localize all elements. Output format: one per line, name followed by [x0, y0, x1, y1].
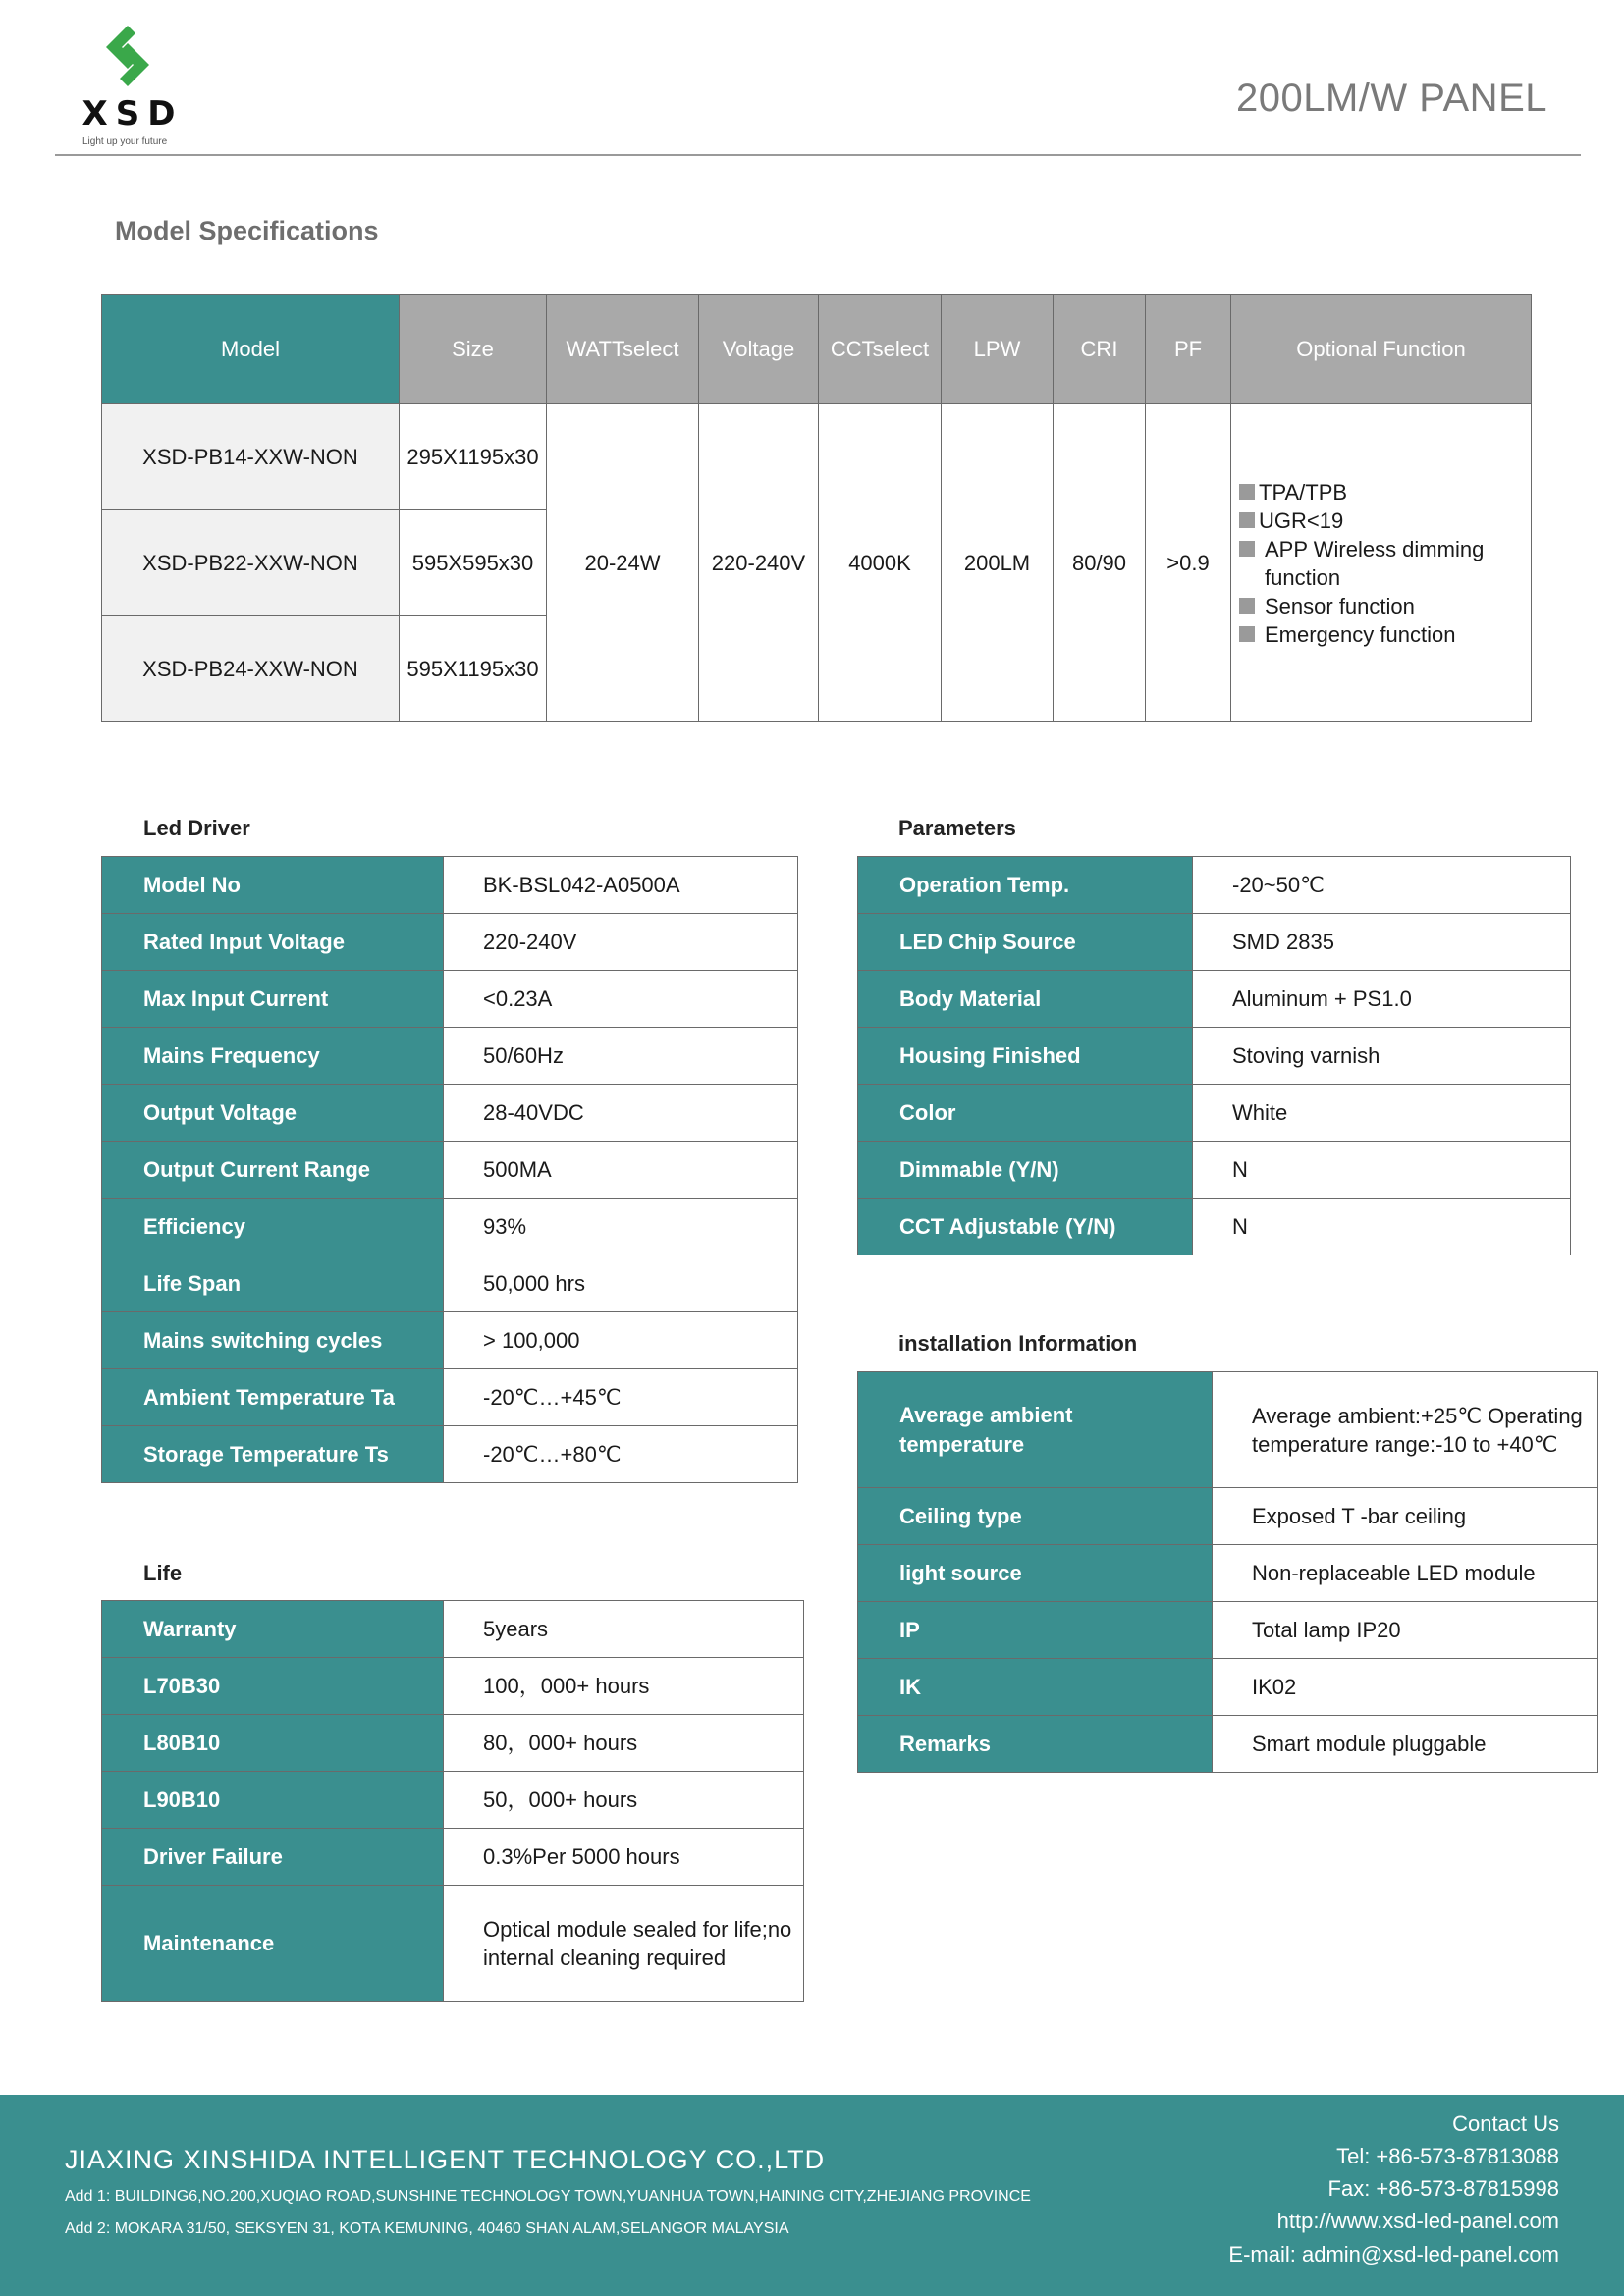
row-value: Stoving varnish: [1193, 1028, 1571, 1085]
life-table: [101, 1600, 804, 2002]
row-value: <0.23A: [444, 971, 798, 1028]
table-row: [102, 404, 1532, 510]
col-header-size: Size: [400, 295, 547, 404]
address-2: Add 2: MOKARA 31/50, SEKSYEN 31, KOTA KEMUNING, 40460 SHAN ALAM,SELANGOR MALAYSIA: [65, 2220, 789, 2237]
row-value: BK-BSL042-A0500A: [444, 857, 798, 914]
row-label: L70B30: [102, 1658, 444, 1715]
list-item: APP Wireless dimming function: [1239, 535, 1531, 592]
life-title: Life: [143, 1561, 183, 1585]
row-value: Optical module sealed for life;no internal cleaning required: [444, 1886, 804, 2002]
table-row: [102, 971, 798, 1028]
section-title: Model Specifications: [115, 216, 379, 245]
watt-cell: 20-24W: [547, 404, 699, 722]
col-header-pf: PF: [1146, 295, 1231, 404]
row-label: Driver Failure: [102, 1829, 444, 1886]
row-label: Housing Finished: [858, 1028, 1193, 1085]
row-label: Max Input Current: [102, 971, 444, 1028]
square-bullet-icon: [1239, 598, 1255, 614]
row-value: 93%: [444, 1199, 798, 1255]
table-row: [102, 1028, 798, 1085]
col-header-optional: Optional Function: [1231, 295, 1532, 404]
contact-website[interactable]: http://www.xsd-led-panel.com: [1276, 2209, 1559, 2233]
footer-bar: [0, 2095, 1624, 2296]
contact-tel: Tel: +86-573-87813088: [1336, 2144, 1559, 2168]
row-label: Ceiling type: [858, 1488, 1213, 1545]
row-label: Efficiency: [102, 1199, 444, 1255]
row-label: IK: [858, 1659, 1213, 1716]
row-label: Warranty: [102, 1601, 444, 1658]
row-label: Model No: [102, 857, 444, 914]
col-header-model: Model: [102, 295, 400, 404]
row-value: Average ambient:+25℃ Operating temperature range:-10 to +40℃: [1213, 1372, 1598, 1488]
logo-tagline: Light up your future: [82, 136, 168, 147]
list-item: Sensor function: [1239, 592, 1531, 620]
row-value: White: [1193, 1085, 1571, 1142]
table-row: [858, 1659, 1598, 1716]
contact-email[interactable]: E-mail: admin@xsd-led-panel.com: [1228, 2242, 1559, 2267]
company-logo: [79, 24, 187, 151]
table-row: [102, 1142, 798, 1199]
table-row: [102, 1772, 804, 1829]
pf-cell: >0.9: [1146, 404, 1231, 722]
led-driver-table: [101, 856, 798, 1483]
table-row: [858, 1199, 1571, 1255]
header-divider: [55, 154, 1581, 156]
list-item: UGR<19: [1239, 507, 1531, 535]
parameters-title: Parameters: [898, 816, 1016, 840]
contact-title: Contact Us: [1452, 2111, 1559, 2136]
logo-text: XSD: [81, 94, 184, 133]
row-label: Remarks: [858, 1716, 1213, 1773]
table-row: [858, 1488, 1598, 1545]
table-row: [858, 1716, 1598, 1773]
row-value: N: [1193, 1142, 1571, 1199]
size-cell: 595X1195x30: [400, 616, 547, 722]
size-cell: 595X595x30: [400, 510, 547, 616]
led-driver-title: Led Driver: [143, 816, 250, 840]
row-value: 220-240V: [444, 914, 798, 971]
table-row: [858, 971, 1571, 1028]
row-value: 50,000 hrs: [444, 1255, 798, 1312]
table-row: [102, 1199, 798, 1255]
row-value: 100，000+ hours: [444, 1658, 804, 1715]
table-row: [858, 857, 1571, 914]
square-bullet-icon: [1239, 484, 1255, 500]
row-label: L80B10: [102, 1715, 444, 1772]
row-value: SMD 2835: [1193, 914, 1571, 971]
row-value: Aluminum + PS1.0: [1193, 971, 1571, 1028]
xsd-logo-icon: [96, 24, 159, 88]
row-value: 28-40VDC: [444, 1085, 798, 1142]
col-header-watt: WATTselect: [547, 295, 699, 404]
table-row: [102, 1085, 798, 1142]
col-header-voltage: Voltage: [699, 295, 819, 404]
row-value: Non-replaceable LED module: [1213, 1545, 1598, 1602]
table-row: [858, 1028, 1571, 1085]
row-value: 80，000+ hours: [444, 1715, 804, 1772]
row-label: LED Chip Source: [858, 914, 1193, 971]
model-cell: XSD-PB22-XXW-NON: [102, 510, 400, 616]
table-row: [102, 1312, 798, 1369]
table-row: [102, 1829, 804, 1886]
row-label: Mains Frequency: [102, 1028, 444, 1085]
row-value: -20℃…+80℃: [444, 1426, 798, 1483]
row-label: Color: [858, 1085, 1193, 1142]
table-row: [858, 1142, 1571, 1199]
row-label: IP: [858, 1602, 1213, 1659]
col-header-cct: CCTselect: [819, 295, 942, 404]
cri-cell: 80/90: [1054, 404, 1146, 722]
square-bullet-icon: [1239, 626, 1255, 642]
row-label: CCT Adjustable (Y/N): [858, 1199, 1193, 1255]
model-cell: XSD-PB14-XXW-NON: [102, 404, 400, 510]
size-cell: 295X1195x30: [400, 404, 547, 510]
row-value: -20~50℃: [1193, 857, 1571, 914]
row-value: 50/60Hz: [444, 1028, 798, 1085]
address-1: Add 1: BUILDING6,NO.200,XUQIAO ROAD,SUNSHINE TECHNOLOGY TOWN,YUANHUA TOWN,HAINING CITY,ZHEJIANG PROVINCE: [65, 2188, 1031, 2205]
table-row: [102, 1369, 798, 1426]
row-label: Mains switching cycles: [102, 1312, 444, 1369]
table-row: [858, 1372, 1598, 1488]
table-row: [102, 914, 798, 971]
row-value: Exposed T -bar ceiling: [1213, 1488, 1598, 1545]
optional-function-cell: [1231, 404, 1532, 722]
model-cell: XSD-PB24-XXW-NON: [102, 616, 400, 722]
table-row: [102, 1255, 798, 1312]
spec-header-row: [102, 295, 1532, 404]
model-spec-table: [101, 294, 1532, 722]
row-value: N: [1193, 1199, 1571, 1255]
row-value: > 100,000: [444, 1312, 798, 1369]
row-label: Body Material: [858, 971, 1193, 1028]
row-label: Operation Temp.: [858, 857, 1193, 914]
row-value: IK02: [1213, 1659, 1598, 1716]
table-row: [858, 1602, 1598, 1659]
row-label: Output Voltage: [102, 1085, 444, 1142]
list-item: TPA/TPB: [1239, 478, 1531, 507]
col-header-cri: CRI: [1054, 295, 1146, 404]
col-header-lpw: LPW: [942, 295, 1054, 404]
row-value: Smart module pluggable: [1213, 1716, 1598, 1773]
row-label: Storage Temperature Ts: [102, 1426, 444, 1483]
square-bullet-icon: [1239, 512, 1255, 528]
cct-cell: 4000K: [819, 404, 942, 722]
table-row: [858, 1545, 1598, 1602]
voltage-cell: 220-240V: [699, 404, 819, 722]
table-row: [102, 1601, 804, 1658]
lpw-cell: 200LM: [942, 404, 1054, 722]
row-label: Average ambient temperature: [858, 1372, 1213, 1488]
row-label: Ambient Temperature Ta: [102, 1369, 444, 1426]
document-title: 200LM/W PANEL: [1236, 77, 1547, 120]
row-value: Total lamp IP20: [1213, 1602, 1598, 1659]
table-row: [102, 857, 798, 914]
row-label: Output Current Range: [102, 1142, 444, 1199]
table-row: [858, 914, 1571, 971]
table-row: [102, 1658, 804, 1715]
row-value: 5years: [444, 1601, 804, 1658]
company-name: JIAXING XINSHIDA INTELLIGENT TECHNOLOGY CO.,LTD: [65, 2145, 826, 2174]
list-item: Emergency function: [1239, 620, 1531, 649]
installation-table: [857, 1371, 1598, 1773]
square-bullet-icon: [1239, 541, 1255, 557]
row-label: Rated Input Voltage: [102, 914, 444, 971]
contact-fax: Fax: +86-573-87815998: [1327, 2176, 1559, 2201]
row-label: light source: [858, 1545, 1213, 1602]
table-row: [102, 1715, 804, 1772]
row-value: 50，000+ hours: [444, 1772, 804, 1829]
row-value: 0.3%Per 5000 hours: [444, 1829, 804, 1886]
row-label: Life Span: [102, 1255, 444, 1312]
row-value: -20℃…+45℃: [444, 1369, 798, 1426]
table-row: [858, 1085, 1571, 1142]
optional-function-list: [1231, 478, 1531, 649]
row-label: Dimmable (Y/N): [858, 1142, 1193, 1199]
row-value: 500MA: [444, 1142, 798, 1199]
parameters-table: [857, 856, 1571, 1255]
row-label: Maintenance: [102, 1886, 444, 2002]
row-label: L90B10: [102, 1772, 444, 1829]
table-row: [102, 1426, 798, 1483]
installation-title: installation Information: [898, 1331, 1138, 1356]
table-row: [102, 1886, 804, 2002]
